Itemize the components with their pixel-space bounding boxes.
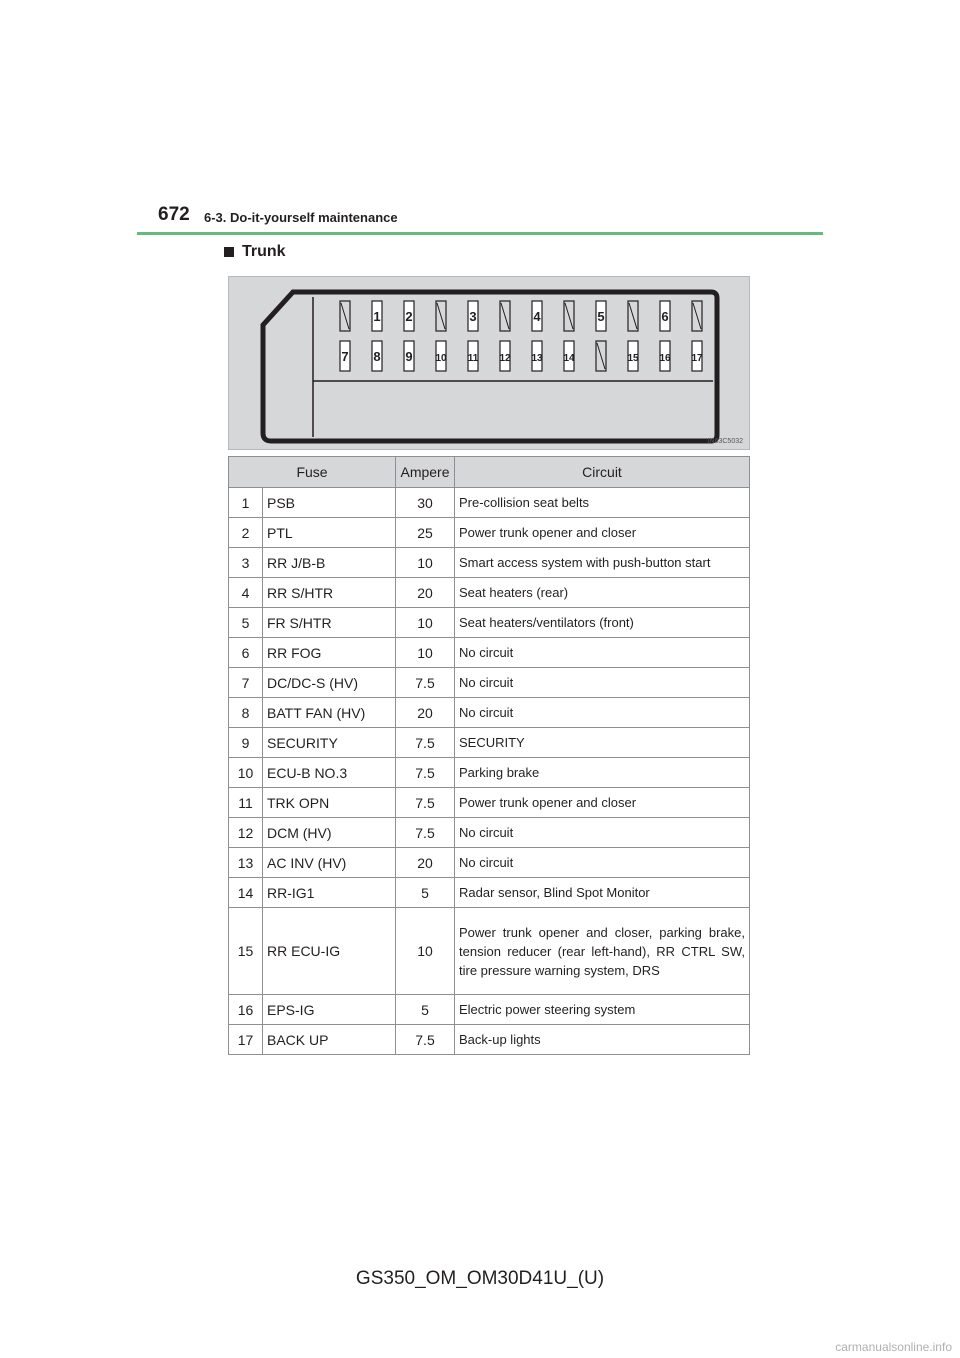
fuse-table bbox=[228, 456, 750, 1055]
fuse-name-cell: EPS-IG bbox=[263, 995, 396, 1025]
fuse-number-cell: 6 bbox=[229, 638, 263, 668]
fuse-box-illustration bbox=[229, 277, 749, 449]
fuse-slot-label: 17 bbox=[691, 353, 703, 364]
table-row bbox=[229, 518, 750, 548]
circuit-cell: No circuit bbox=[455, 848, 750, 878]
ampere-cell: 25 bbox=[396, 518, 455, 548]
fuse-number-cell: 2 bbox=[229, 518, 263, 548]
ampere-cell: 7.5 bbox=[396, 788, 455, 818]
fuse-box-outline bbox=[263, 292, 717, 441]
fuse-slot-label: 10 bbox=[435, 353, 447, 364]
fuse-number-cell: 1 bbox=[229, 488, 263, 518]
fuse-number-cell: 9 bbox=[229, 728, 263, 758]
ampere-cell: 7.5 bbox=[396, 818, 455, 848]
header-fuse: Fuse bbox=[229, 457, 396, 488]
fuse-name-cell: RR ECU-IG bbox=[263, 908, 396, 995]
ampere-cell: 10 bbox=[396, 548, 455, 578]
ampere-cell: 7.5 bbox=[396, 758, 455, 788]
table-row bbox=[229, 758, 750, 788]
fuse-slot-label: 15 bbox=[627, 353, 639, 364]
table-row bbox=[229, 578, 750, 608]
circuit-cell: Power trunk opener and closer bbox=[455, 518, 750, 548]
ampere-cell: 5 bbox=[396, 995, 455, 1025]
section-title: 6-3. Do-it-yourself maintenance bbox=[204, 210, 398, 225]
table-row bbox=[229, 1025, 750, 1055]
fuse-number-cell: 11 bbox=[229, 788, 263, 818]
fuse-number-cell: 16 bbox=[229, 995, 263, 1025]
table-row bbox=[229, 995, 750, 1025]
fuse-name-cell: RR-IG1 bbox=[263, 878, 396, 908]
circuit-cell: Power trunk opener and closer, parking brake, tension reducer (rear left-hand), RR CTRL SW, tire pressure warning system, DRS bbox=[455, 908, 750, 995]
table-row bbox=[229, 698, 750, 728]
fuse-name-cell: PSB bbox=[263, 488, 396, 518]
circuit-cell: Seat heaters (rear) bbox=[455, 578, 750, 608]
fuse-box-diagram bbox=[228, 276, 750, 450]
fuse-slot-label: 4 bbox=[533, 309, 541, 324]
ampere-cell: 7.5 bbox=[396, 1025, 455, 1055]
fuse-slot-label: 3 bbox=[469, 309, 477, 324]
ampere-cell: 10 bbox=[396, 608, 455, 638]
table-row bbox=[229, 608, 750, 638]
figure-code: IN63C5032 bbox=[707, 438, 743, 445]
fuse-number-cell: 12 bbox=[229, 818, 263, 848]
page-number: 672 bbox=[158, 204, 190, 225]
fuse-slot-label: 13 bbox=[531, 353, 543, 364]
subheading bbox=[224, 243, 286, 261]
fuse-slot-label: 11 bbox=[467, 353, 479, 364]
fuse-name-cell: SECURITY bbox=[263, 728, 396, 758]
fuse-number-cell: 5 bbox=[229, 608, 263, 638]
fuse-number-cell: 10 bbox=[229, 758, 263, 788]
table-row bbox=[229, 548, 750, 578]
fuse-name-cell: DCM (HV) bbox=[263, 818, 396, 848]
fuse-name-cell: TRK OPN bbox=[263, 788, 396, 818]
fuse-name-cell: DC/DC-S (HV) bbox=[263, 668, 396, 698]
circuit-cell: Pre-collision seat belts bbox=[455, 488, 750, 518]
circuit-cell: Radar sensor, Blind Spot Monitor bbox=[455, 878, 750, 908]
table-row bbox=[229, 878, 750, 908]
fuse-name-cell: ECU-B NO.3 bbox=[263, 758, 396, 788]
ampere-cell: 5 bbox=[396, 878, 455, 908]
fuse-slot-label: 6 bbox=[661, 309, 669, 324]
circuit-cell: Seat heaters/ventilators (front) bbox=[455, 608, 750, 638]
fuse-number-cell: 15 bbox=[229, 908, 263, 995]
square-bullet-icon bbox=[224, 247, 234, 257]
circuit-cell: Power trunk opener and closer bbox=[455, 788, 750, 818]
ampere-cell: 7.5 bbox=[396, 668, 455, 698]
fuse-name-cell: RR J/B-B bbox=[263, 548, 396, 578]
fuse-slot-label: 5 bbox=[597, 309, 605, 324]
circuit-cell: Back-up lights bbox=[455, 1025, 750, 1055]
ampere-cell: 10 bbox=[396, 908, 455, 995]
header-circuit: Circuit bbox=[455, 457, 750, 488]
table-row bbox=[229, 788, 750, 818]
subheading-text: Trunk bbox=[242, 243, 286, 260]
circuit-cell: Electric power steering system bbox=[455, 995, 750, 1025]
fuse-name-cell: RR S/HTR bbox=[263, 578, 396, 608]
circuit-cell: No circuit bbox=[455, 698, 750, 728]
circuit-cell: No circuit bbox=[455, 638, 750, 668]
fuse-slot-label: 16 bbox=[659, 353, 671, 364]
table-row bbox=[229, 728, 750, 758]
fuse-number-cell: 3 bbox=[229, 548, 263, 578]
fuse-name-cell: FR S/HTR bbox=[263, 608, 396, 638]
fuse-number-cell: 14 bbox=[229, 878, 263, 908]
ampere-cell: 20 bbox=[396, 848, 455, 878]
ampere-cell: 10 bbox=[396, 638, 455, 668]
fuse-name-cell: PTL bbox=[263, 518, 396, 548]
fuse-slot-label: 1 bbox=[373, 309, 381, 324]
ampere-cell: 20 bbox=[396, 698, 455, 728]
fuse-slot-label: 9 bbox=[405, 349, 413, 364]
fuse-number-cell: 7 bbox=[229, 668, 263, 698]
table-row bbox=[229, 638, 750, 668]
table-row bbox=[229, 668, 750, 698]
footer-doc-code: GS350_OM_OM30D41U_(U) bbox=[355, 1268, 605, 1289]
table-row bbox=[229, 848, 750, 878]
fuse-name-cell: AC INV (HV) bbox=[263, 848, 396, 878]
fuse-slot-label: 7 bbox=[341, 349, 349, 364]
fuse-slot-label: 8 bbox=[373, 349, 381, 364]
fuse-name-cell: BATT FAN (HV) bbox=[263, 698, 396, 728]
watermark: carmanualsonline.info bbox=[835, 1340, 952, 1354]
table-row bbox=[229, 908, 750, 995]
header-ampere: Ampere bbox=[396, 457, 455, 488]
fuse-number-cell: 13 bbox=[229, 848, 263, 878]
fuse-name-cell: RR FOG bbox=[263, 638, 396, 668]
circuit-cell: Parking brake bbox=[455, 758, 750, 788]
fuse-number-cell: 8 bbox=[229, 698, 263, 728]
fuse-slot-label: 2 bbox=[405, 309, 413, 324]
fuse-slot-label: 14 bbox=[563, 353, 575, 364]
fuse-slot-label: 12 bbox=[499, 353, 511, 364]
table-row bbox=[229, 818, 750, 848]
circuit-cell: Smart access system with push-button start bbox=[455, 548, 750, 578]
circuit-cell: SECURITY bbox=[455, 728, 750, 758]
table-row bbox=[229, 488, 750, 518]
ampere-cell: 30 bbox=[396, 488, 455, 518]
header-rule bbox=[137, 232, 823, 235]
table-header-row bbox=[229, 457, 750, 488]
fuse-number-cell: 17 bbox=[229, 1025, 263, 1055]
circuit-cell: No circuit bbox=[455, 668, 750, 698]
ampere-cell: 7.5 bbox=[396, 728, 455, 758]
fuse-number-cell: 4 bbox=[229, 578, 263, 608]
ampere-cell: 20 bbox=[396, 578, 455, 608]
fuse-name-cell: BACK UP bbox=[263, 1025, 396, 1055]
circuit-cell: No circuit bbox=[455, 818, 750, 848]
